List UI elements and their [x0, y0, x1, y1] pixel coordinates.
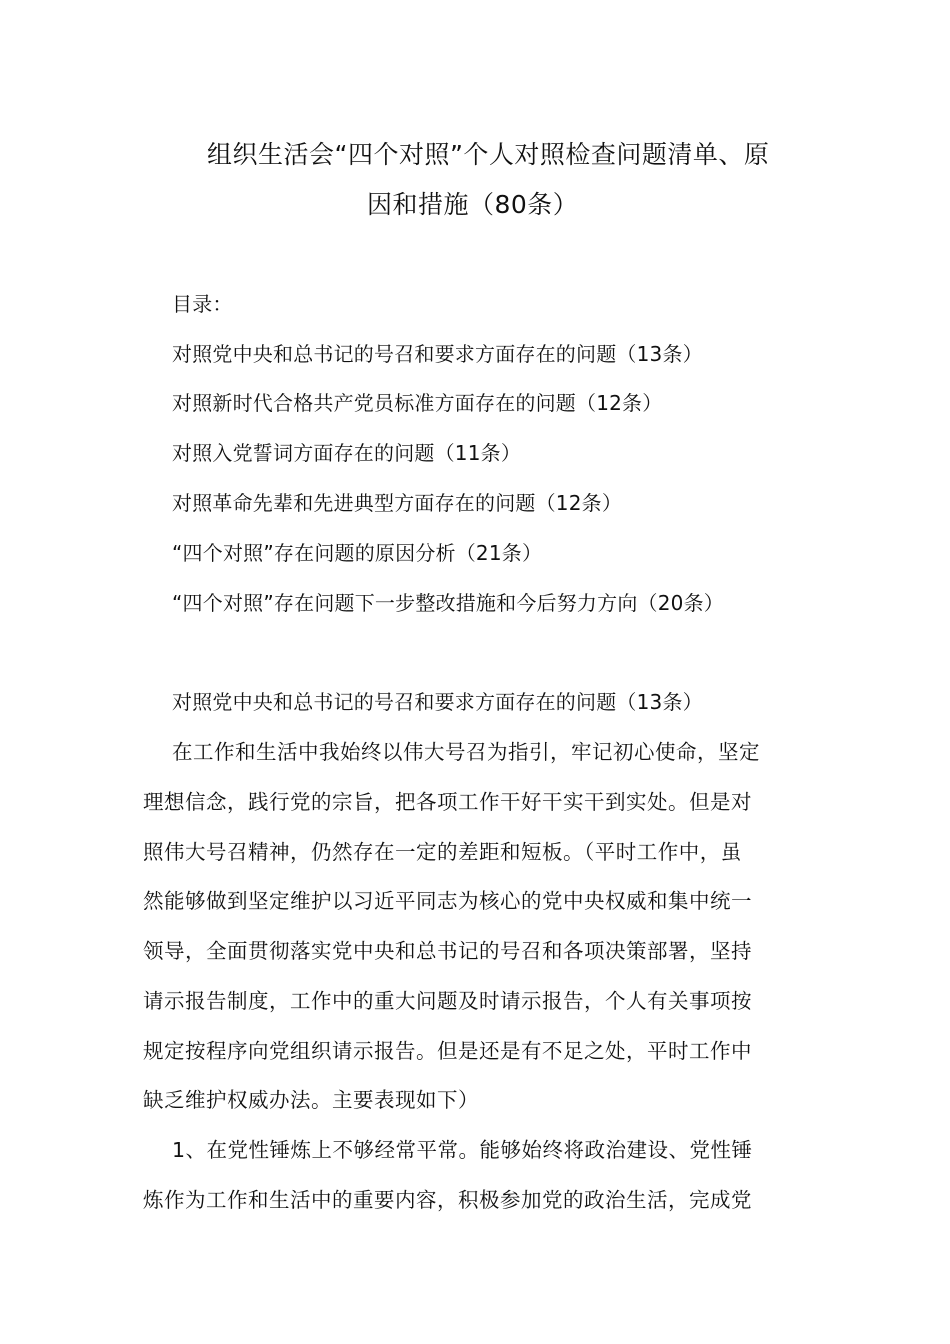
paragraph-line: 缺乏维护权威办法。主要表现如下） — [143, 1088, 479, 1112]
paragraph-line: 请示报告制度，工作中的重大问题及时请示报告，个人有关事项按 — [143, 989, 752, 1013]
toc-item: 对照新时代合格共产党员标准方面存在的问题（12条） — [172, 391, 663, 415]
section-heading: 对照党中央和总书记的号召和要求方面存在的问题（13条） — [172, 690, 703, 714]
toc-item: 对照革命先辈和先进典型方面存在的问题（12条） — [172, 491, 623, 515]
paragraph-line: 1、在党性锤炼上不够经常平常。能够始终将政治建设、党性锤 — [172, 1138, 753, 1162]
document-title-line-2: 因和措施（80条） — [367, 190, 579, 219]
paragraph-line: 在工作和生活中我始终以伟大号召为指引，牢记初心使命，坚定 — [172, 740, 760, 764]
toc-heading: 目录： — [172, 292, 233, 316]
toc-item: “四个对照”存在问题下一步整改措施和今后努力方向（20条） — [172, 591, 724, 615]
paragraph-line: 理想信念，践行党的宗旨，把各项工作干好干实干到实处。但是对 — [143, 790, 752, 814]
paragraph-line: 炼作为工作和生活中的重要内容，积极参加党的政治生活，完成党 — [143, 1188, 752, 1212]
toc-item: 对照党中央和总书记的号召和要求方面存在的问题（13条） — [172, 342, 703, 366]
paragraph-line: 领导，全面贯彻落实党中央和总书记的号召和各项决策部署，坚持 — [143, 939, 752, 963]
toc-item: 对照入党誓词方面存在的问题（11条） — [172, 441, 522, 465]
document-title-line-1: 组织生活会“四个对照”个人对照检查问题清单、原 — [207, 140, 770, 169]
toc-item: “四个对照”存在问题的原因分析（21条） — [172, 541, 543, 565]
paragraph-line: 然能够做到坚定维护以习近平同志为核心的党中央权威和集中统一 — [143, 889, 752, 913]
paragraph-line: 照伟大号召精神，仍然存在一定的差距和短板。（平时工作中，虽 — [143, 840, 742, 864]
paragraph-line: 规定按程序向党组织请示报告。但是还是有不足之处，平时工作中 — [143, 1039, 752, 1063]
